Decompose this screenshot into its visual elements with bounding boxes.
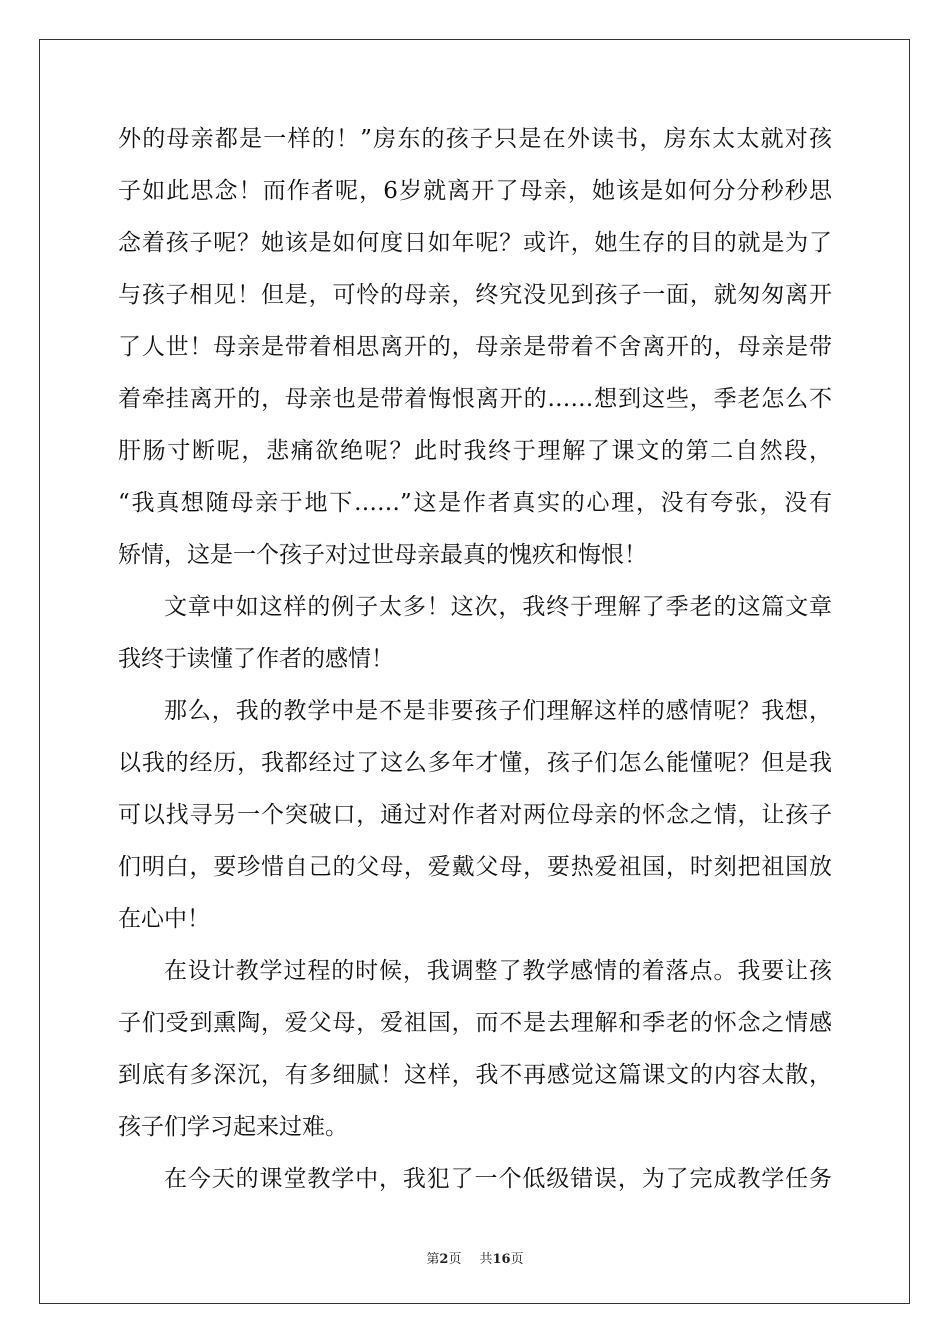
text-line: 着牵挂离开的，母亲也是带着悔恨离开的……想到这些，季老怎么不 [118, 386, 832, 412]
text-line: 了人世！母亲是带着相思离开的，母亲是带着不舍离开的，母亲是带 [118, 334, 832, 360]
footer-total-suffix: 页 [510, 1252, 524, 1267]
text-line: 念着孩子呢？她该是如何度日如年呢？或许，她生存的目的就是为了 [118, 230, 832, 256]
text-line: 在今天的课堂教学中，我犯了一个低级错误，为了完成教学任务 [164, 1166, 832, 1192]
text-line: 子们受到熏陶，爱父母，爱祖国，而不是去理解和季老的怀念之情感 [118, 1010, 832, 1036]
text-line: 那么，我的教学中是不是非要孩子们理解这样的感情呢？我想， [164, 698, 832, 724]
text-line: 可以找寻另一个突破口，通过对作者对两位母亲的怀念之情，让孩子 [118, 802, 832, 828]
paragraph [118, 124, 832, 592]
footer-total-prefix: 共 [479, 1252, 493, 1267]
text-line: 文章中如这样的例子太多！这次，我终于理解了季老的这篇文章 [164, 594, 832, 620]
text-line: “我真想随母亲于地下……”这是作者真实的心理，没有夸张，没有 [118, 490, 832, 516]
text-line: 我终于读懂了作者的感情！ [118, 646, 394, 672]
paragraph [118, 696, 832, 956]
text-line: 在心中！ [118, 906, 210, 932]
text-line: 矫情，这是一个孩子对过世母亲最真的愧疚和悔恨！ [118, 542, 647, 568]
paragraph [118, 1164, 832, 1216]
footer-total-pages: 16 [492, 1252, 511, 1267]
paragraph [118, 592, 832, 696]
text-line: 们明白，要珍惜自己的父母，爱戴父母，要热爱祖国，时刻把祖国放 [118, 854, 832, 880]
text-line: 子如此思念！而作者呢，6岁就离开了母亲，她该是如何分分秒秒思 [118, 178, 832, 204]
document-body [118, 124, 832, 1216]
text-line: 以我的经历，我都经过了这么多年才懂，孩子们怎么能懂呢？但是我 [118, 750, 832, 776]
text-line: 与孩子相见！但是，可怜的母亲，终究没见到孩子一面，就匆匆离开 [118, 282, 832, 308]
text-line: 肝肠寸断呢，悲痛欲绝呢？此时我终于理解了课文的第二自然段， [118, 438, 832, 464]
text-line: 在设计教学过程的时候，我调整了教学感情的着落点。我要让孩 [164, 958, 832, 984]
footer-page-number: 2 [439, 1252, 449, 1267]
paragraph [118, 956, 832, 1164]
footer-prefix: 第 [426, 1252, 440, 1267]
text-line: 外的母亲都是一样的！”房东的孩子只是在外读书，房东太太就对孩 [118, 126, 832, 152]
page-footer [0, 1248, 950, 1267]
footer-page-suffix: 页 [448, 1252, 462, 1267]
text-line: 到底有多深沉，有多细腻！这样，我不再感觉这篇课文的内容太散， [118, 1062, 832, 1088]
text-line: 孩子们学习起来过难。 [118, 1114, 348, 1140]
